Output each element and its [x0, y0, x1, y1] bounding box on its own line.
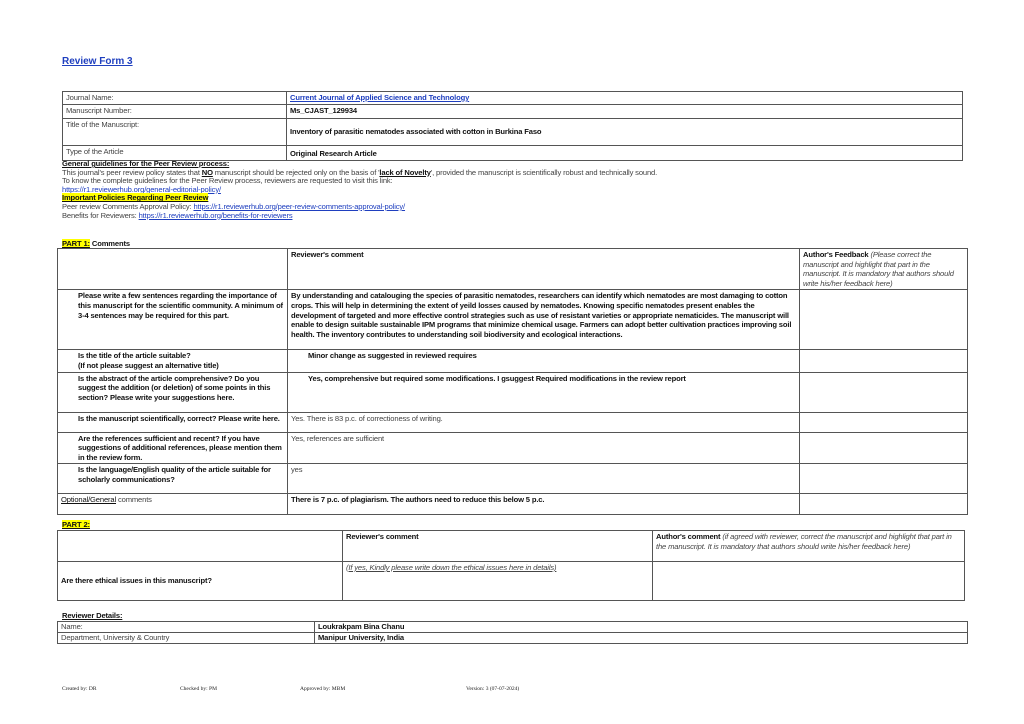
- article-type-label: Type of the Article: [63, 146, 287, 161]
- journal-name-link[interactable]: Current Journal of Applied Science and Technology: [287, 92, 963, 105]
- footer-approved: Approved by: MBM: [300, 686, 346, 692]
- part2-table: [57, 530, 965, 601]
- question-title: Is the title of the article suitable? (If not please suggest an alternative title): [58, 350, 288, 372]
- reviewer-name-label: Name:: [58, 622, 315, 633]
- author-feedback-cell[interactable]: [800, 412, 968, 432]
- department-label: Department, University & Country: [58, 633, 315, 644]
- table-row: [58, 372, 968, 412]
- approval-policy-link[interactable]: https://r1.reviewerhub.org/peer-review-comments-approval-policy/: [193, 201, 406, 211]
- important-heading-text: Important Policies Regarding Peer Review: [62, 193, 209, 203]
- reviewer-name-value: Loukrakpam Bina Chanu: [315, 622, 968, 633]
- table-row: [58, 412, 968, 432]
- question-language: Is the language/English quality of the article suitable for scholarly communications?: [58, 464, 288, 494]
- article-type-value: Original Research Article: [287, 146, 963, 161]
- author-feedback-header: [800, 249, 968, 290]
- author-comment-header-note: (if agreed with reviewer, correct the manuscript and highlight that part in the manuscript. It is mandatory that authors should write his/her feedback here): [656, 532, 952, 551]
- manuscript-number-label: Manuscript Number:: [63, 105, 287, 119]
- part2-author-header: [653, 531, 965, 562]
- part1-suffix: Comments: [89, 239, 130, 248]
- author-header-note: (Please correct the manuscript and highlight that part in the manuscript. It is mandatory that authors should write his/her feedback here): [803, 250, 954, 288]
- footer-checked: Checked by: PM: [180, 686, 217, 692]
- footer-version: Version: 3 (07-07-2024): [466, 686, 520, 692]
- manuscript-title-value: Inventory of parasitic nematodes associated with cotton in Burkina Faso: [287, 119, 963, 146]
- table-row: [58, 633, 968, 644]
- manuscript-info-table: [62, 91, 963, 161]
- author-feedback-cell[interactable]: [800, 372, 968, 412]
- guidelines-visit-text: To know the complete guidelines for the Peer Review process, reviewers are requested to visit this link:: [62, 176, 393, 186]
- comment-optional[interactable]: There is 7 p.c. of plagiarism. The authors need to reduce this below 5 p.c.: [288, 494, 800, 515]
- policy-text: This journal's peer review policy states that: [62, 167, 202, 177]
- comment-language[interactable]: yes: [288, 464, 800, 494]
- question-importance: Please write a few sentences regarding the importance of this manuscript for the scientific community. A minimum of 3-4 sentences may be required for this part.: [58, 290, 288, 350]
- comment-scientific[interactable]: Yes. There is 83 p.c. of correctioness of writing.: [288, 412, 800, 432]
- manuscript-number-value: Ms_CJAST_129934: [287, 105, 963, 119]
- table-row: [58, 350, 968, 372]
- manuscript-title-label: Title of the Manuscript:: [63, 119, 287, 146]
- comment-title[interactable]: Minor change as suggested in reviewed requires: [288, 350, 800, 372]
- policy-no: NO: [201, 167, 213, 177]
- reviewer-comment-header: Reviewer's comment: [288, 249, 800, 290]
- author-feedback-cell[interactable]: [800, 350, 968, 372]
- empty-cell: [58, 249, 288, 290]
- question-abstract: Is the abstract of the article comprehensive? Do you suggest the addition (or deletion) of some points in this section? Please write your suggestions here.: [58, 372, 288, 412]
- author-feedback-cell[interactable]: [800, 290, 968, 350]
- part2-reviewer-header: Reviewer's comment: [343, 531, 653, 562]
- benefits-label: Benefits for Reviewers:: [62, 210, 139, 220]
- footer-created: Created by: DR: [62, 686, 97, 692]
- part2-tag: PART 2:: [62, 520, 90, 529]
- table-row: [58, 432, 968, 464]
- author-header-text: Author's Feedback: [803, 250, 869, 259]
- journal-label: Journal Name:: [63, 92, 287, 105]
- empty-cell: [58, 531, 343, 562]
- approval-label: Peer review Comments Approval Policy:: [62, 201, 194, 211]
- guidelines-heading: General guidelines for the Peer Review process:: [62, 159, 230, 168]
- optional-label: Optional/General: [61, 495, 117, 505]
- author-comment-cell[interactable]: [653, 562, 965, 601]
- comment-importance[interactable]: By understanding and catalouging the species of parasitic nematodes, researchers can identify which nematodes are most damaging to cotton crops. This will help in determining the extent of yeild losses caused by nematodes. Knowing specific nematodes present enables the development of targeted and more effective control strategies such as use of resistant varieties or appropriate nematicides. The manuscript will enable to design suitable sustainable IPM programs that minimize chemical usage. Farmers can adopt better cultivation practices improving soil health. The inventory contributes to understanding soil biodiversity and ecological interactions.: [288, 290, 800, 350]
- table-row: [58, 464, 968, 494]
- policy-text: ', provided the manuscript is scientifically robust and technically sound.: [430, 167, 658, 177]
- benefits-link[interactable]: https://r1.reviewerhub.org/benefits-for-reviewers: [138, 210, 293, 220]
- part1-tag: PART 1:: [62, 239, 90, 248]
- reviewer-details-table: [57, 621, 968, 644]
- table-row: [58, 622, 968, 633]
- optional-comments-label: [58, 494, 288, 515]
- guidelines-section: [62, 160, 657, 220]
- manuscript-number-row: [63, 105, 963, 119]
- comment-abstract[interactable]: Yes, comprehensive but required some modifications. I gsuggest Required modifications in the review report: [288, 372, 800, 412]
- ethical-issues-question: Are there ethical issues in this manuscript?: [58, 562, 343, 601]
- journal-row: [63, 92, 963, 105]
- editorial-policy-link[interactable]: https://r1.reviewerhub.org/general-editorial-policy/: [62, 184, 221, 194]
- policy-text: manuscript should be rejected only on the basis of ': [212, 167, 380, 177]
- part1-label: [62, 239, 130, 248]
- author-feedback-cell[interactable]: [800, 432, 968, 464]
- part1-comments-table: [57, 248, 968, 515]
- department-value: Manipur University, India: [315, 633, 968, 644]
- table-row: [58, 290, 968, 350]
- table-row: [58, 562, 965, 601]
- reviewer-details-heading: Reviewer Details:: [62, 611, 123, 620]
- table-row: [58, 494, 968, 515]
- part2-label: [62, 520, 90, 529]
- question-references: Are the references sufficient and recent? If you have suggestions of additional references, please mention them in the review form.: [58, 432, 288, 464]
- part1-header-row: [58, 249, 968, 290]
- ethical-issues-comment[interactable]: (If yes, Kindly please write down the ethical issues here in details): [343, 562, 653, 601]
- comment-references[interactable]: Yes, references are sufficient: [288, 432, 800, 464]
- author-comment-header-text: Author's comment: [656, 532, 721, 541]
- form-title: Review Form 3: [62, 56, 133, 67]
- author-feedback-cell[interactable]: [800, 464, 968, 494]
- optional-suffix: comments: [116, 495, 152, 505]
- manuscript-title-row: [63, 119, 963, 146]
- author-feedback-cell[interactable]: [800, 494, 968, 515]
- question-scientific: Is the manuscript scientifically, correct? Please write here.: [58, 412, 288, 432]
- policy-novelty: lack of Novelty: [379, 167, 431, 177]
- benefits-line: [62, 212, 657, 221]
- part2-header-row: [58, 531, 965, 562]
